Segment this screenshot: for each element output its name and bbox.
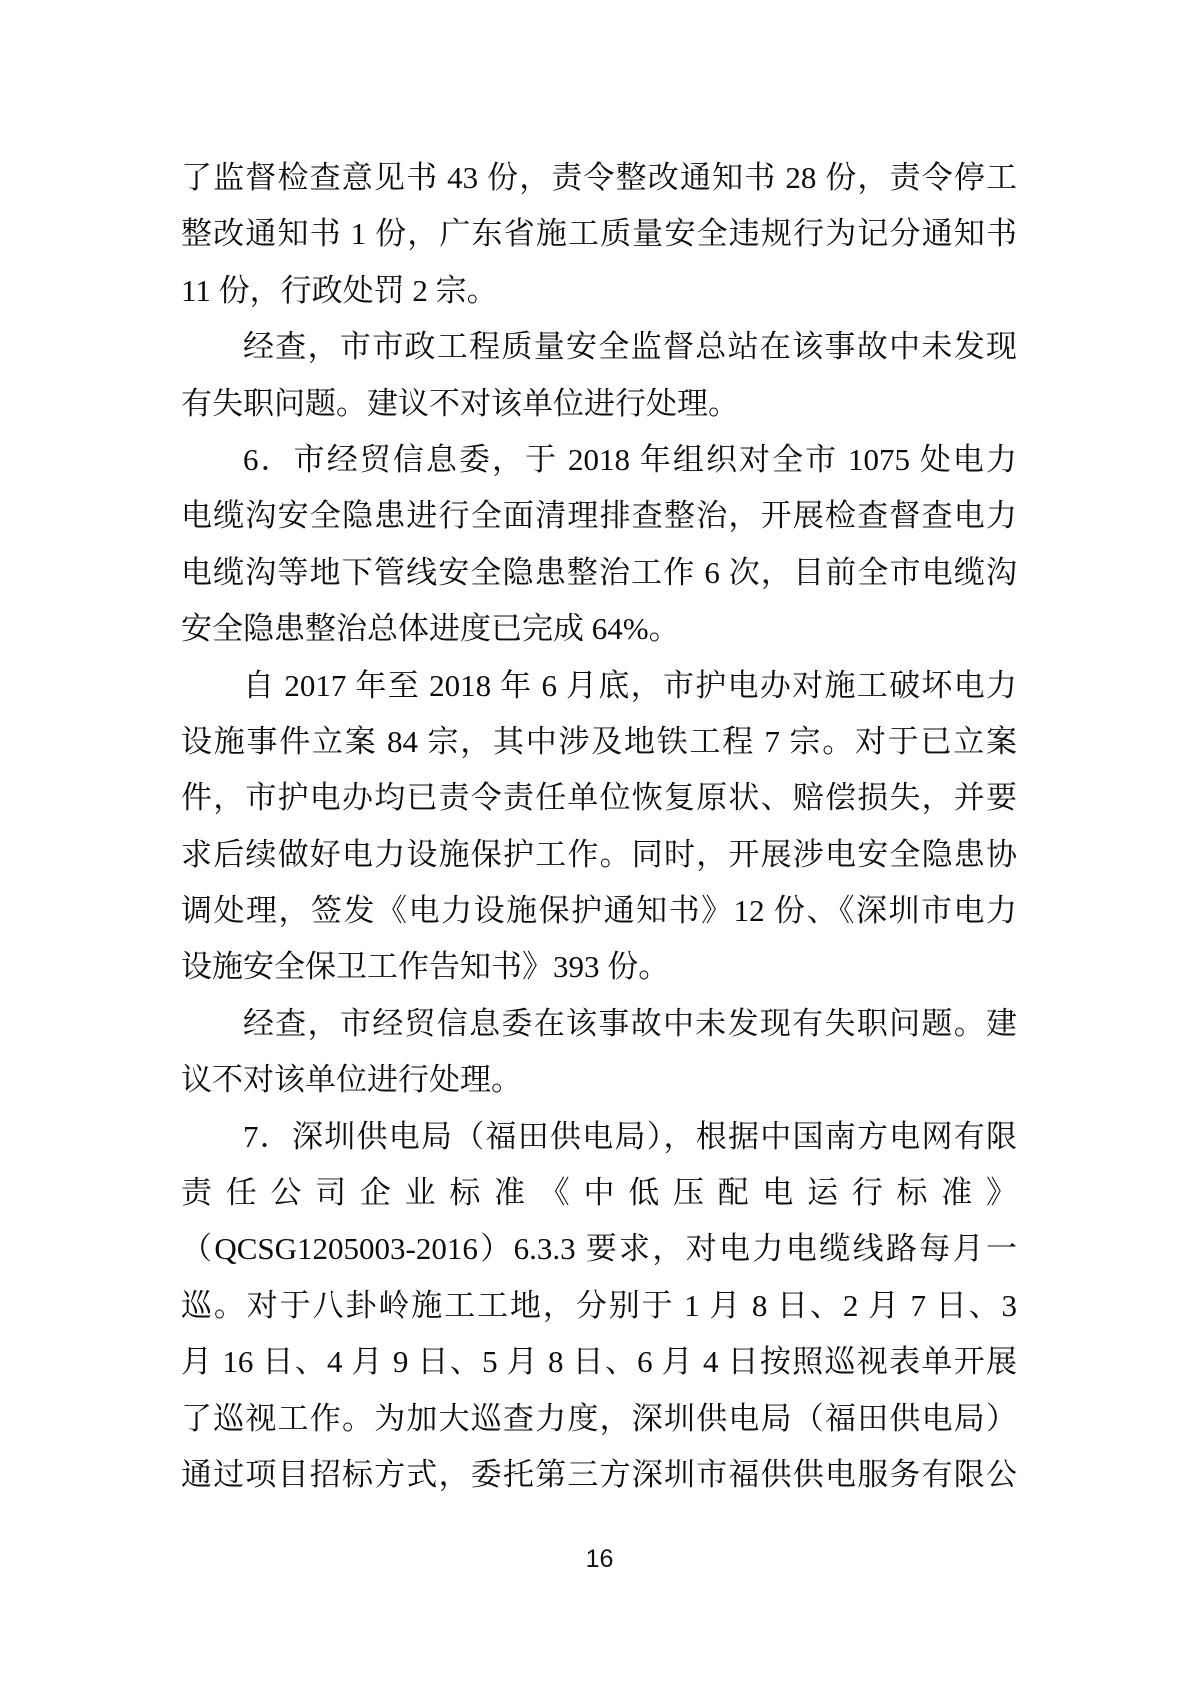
document-body <box>181 150 1017 1503</box>
text-line: 设施事件立案 84 宗，其中涉及地铁工程 7 宗。对于已立案 <box>181 723 1017 759</box>
text-line: 整改通知书 1 份，广东省施工质量安全违规行为记分通知书 <box>181 216 1017 252</box>
text-line: 通过项目招标方式，委托第三方深圳市福供供电服务有限公 <box>181 1456 1017 1492</box>
text-line: 7．深圳供电局（福田供电局），根据中国南方电网有限 <box>243 1118 1017 1154</box>
text-line: 责任公司企业标准《中低压配电运行标准》 <box>181 1175 1017 1211</box>
text-line: 月 16 日、4 月 9 日、5 月 8 日、6 月 4 日按照巡视表单开展 <box>181 1344 1017 1380</box>
text-line: 电缆沟等地下管线安全隐患整治工作 6 次，目前全市电缆沟 <box>181 554 1017 590</box>
text-line: 安全隐患整治总体进度已完成 64%。 <box>181 611 680 647</box>
text-line: 了巡视工作。为加大巡查力度，深圳供电局（福田供电局） <box>181 1400 1017 1436</box>
text-line: 求后续做好电力设施保护工作。同时，开展涉电安全隐患协 <box>181 836 1017 872</box>
text-line: 自 2017 年至 2018 年 6 月底，市护电办对施工破坏电力 <box>243 667 1017 703</box>
text-line: 巡。对于八卦岭施工工地，分别于 1 月 8 日、2 月 7 日、3 <box>181 1287 1017 1323</box>
text-line: 件，市护电办均已责令责任单位恢复原状、赔偿损失，并要 <box>181 780 1017 816</box>
text-line: 有失职问题。建议不对该单位进行处理。 <box>181 385 739 421</box>
text-line: 议不对该单位进行处理。 <box>181 1062 522 1098</box>
text-line: 11 份，行政处罚 2 宗。 <box>181 272 498 308</box>
text-line: 调处理，签发《电力设施保护通知书》12 份、《深圳市电力 <box>181 893 1017 929</box>
text-line: 电缆沟安全隐患进行全面清理排查整治，开展检查督查电力 <box>181 498 1017 534</box>
text-line: 设施安全保卫工作告知书》393 份。 <box>181 949 670 985</box>
text-line: 经查，市经贸信息委在该事故中未发现有失职问题。建 <box>243 1005 1017 1041</box>
page-number: 16 <box>585 1545 614 1573</box>
text-line: 了监督检查意见书 43 份，责令整改通知书 28 份，责令停工 <box>181 160 1017 195</box>
text-line: （QCSG1205003-2016）6.3.3 要求，对电力电缆线路每月一 <box>181 1231 1017 1267</box>
text-line: 6．市经贸信息委，于 2018 年组织对全市 1075 处电力 <box>243 441 1017 477</box>
text-line: 经查，市市政工程质量安全监督总站在该事故中未发现 <box>243 329 1017 365</box>
